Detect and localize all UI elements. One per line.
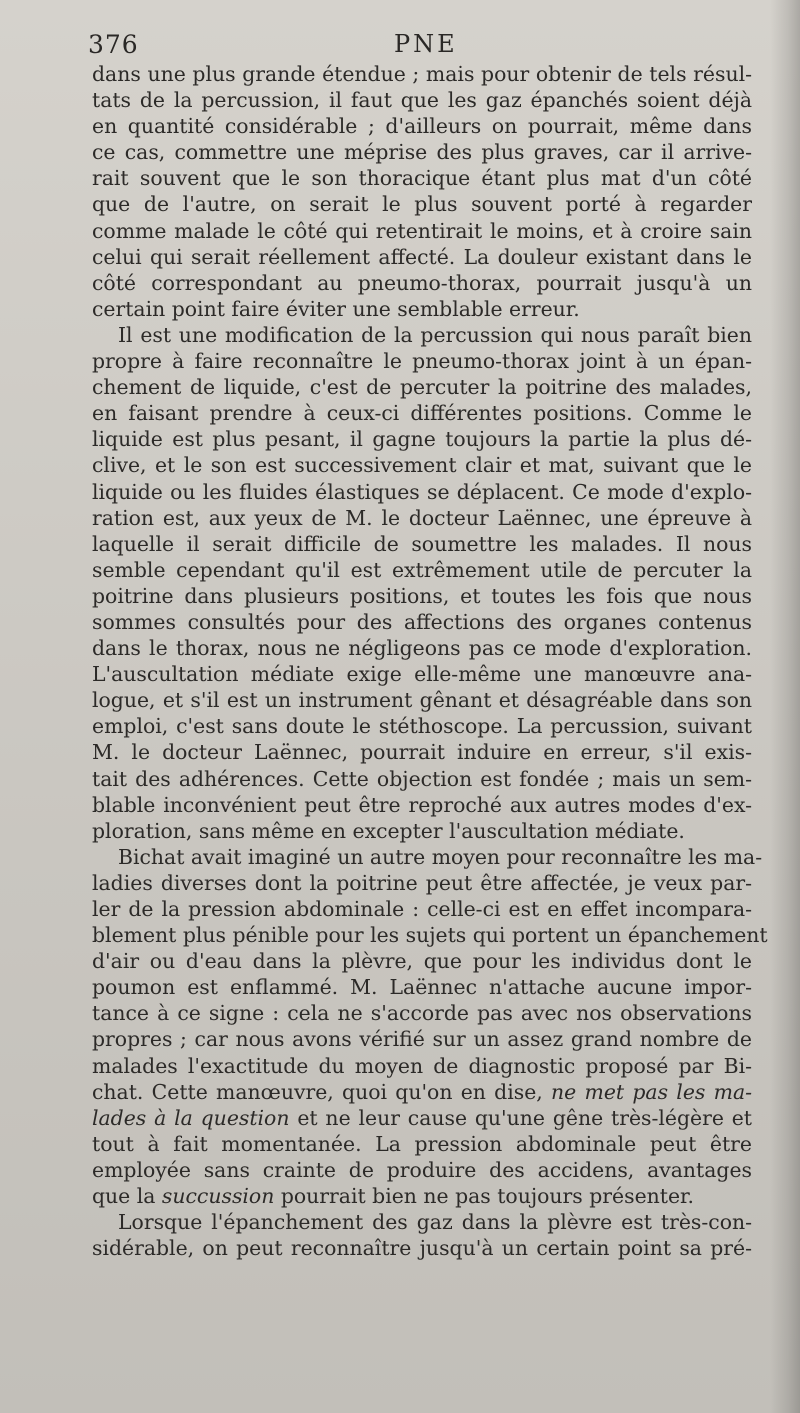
- text-line: celui qui serait réellement affecté. La douleur existant dans le: [92, 244, 752, 269]
- text-line: certain point faire éviter une semblable erreur.: [92, 296, 580, 321]
- body-text: [92, 61, 768, 1261]
- text-line: emploi, c'est sans doute le stéthoscope. La percussion, suivant: [92, 714, 752, 739]
- text-line: comme malade le côté qui retentirait le moins, et à croire sain: [92, 218, 752, 243]
- text-line: propre à faire reconnaître le pneumo-thorax joint à un épan-: [92, 349, 752, 374]
- text-line: blement plus pénible pour les sujets qui portent un épanchement: [92, 923, 768, 948]
- text-line: ler de la pression abdominale : celle-ci est en effet incompara-: [92, 897, 752, 921]
- text-line: Il est une modification de la percussion qui nous paraît bien: [118, 322, 752, 347]
- text-line: dans le thorax, nous ne négligeons pas ce mode d'exploration.: [92, 636, 752, 661]
- page-edge-shadow: [770, 0, 800, 1413]
- text-line: ladies diverses dont la poitrine peut être affectée, je veux par-: [92, 870, 752, 895]
- text-line: ce cas, commettre une méprise des plus graves, car il arrive-: [92, 140, 752, 165]
- text-line: chement de liquide, c'est de percuter la poitrine des malades,: [92, 375, 752, 400]
- text-line: liquide est plus pesant, il gagne toujours la partie la plus dé-: [92, 427, 752, 452]
- page-number: 376: [88, 30, 139, 59]
- text-line: dans une plus grande étendue ; mais pour obtenir de tels résul-: [92, 62, 752, 86]
- text-line: poumon est enflammé. M. Laënnec n'attache aucune impor-: [92, 975, 752, 1000]
- text-line: lades à la question et ne leur cause qu'une gêne très-légère et: [92, 1105, 752, 1130]
- text-line: en quantité considérable ; d'ailleurs on pourrait, même dans: [92, 114, 752, 139]
- text-line: ploration, sans même en excepter l'auscultation médiate.: [92, 818, 685, 843]
- text-line: blable inconvénient peut être reproché aux autres modes d'ex-: [92, 792, 752, 817]
- text-line: sidérable, on peut reconnaître jusqu'à un certain point sa pré-: [92, 1236, 752, 1261]
- text-line: logue, et s'il est un instrument gênant et désagréable dans son: [92, 688, 752, 713]
- text-line: ration est, aux yeux de M. le docteur Laënnec, une épreuve à: [92, 505, 752, 530]
- text-line: liquide ou les fluides élastiques se déplacent. Ce mode d'explo-: [92, 479, 752, 504]
- text-line: tance à ce signe : cela ne s'accorde pas avec nos observations: [92, 1001, 752, 1026]
- text-line: Lorsque l'épanchement des gaz dans la plèvre est très-con-: [118, 1210, 752, 1235]
- text-line: rait souvent que le son thoracique étant plus mat d'un côté: [92, 166, 752, 191]
- text-line: propres ; car nous avons vérifié sur un assez grand nombre de: [92, 1027, 752, 1052]
- text-line: clive, et le son est successivement clair et mat, suivant que le: [92, 453, 752, 478]
- text-line: que de l'autre, on serait le plus souvent porté à regarder: [92, 192, 752, 217]
- text-line: laquelle il serait difficile de soumettre les malades. Il nous: [92, 531, 752, 556]
- text-line: d'air ou d'eau dans la plèvre, que pour les individus dont le: [92, 949, 752, 974]
- text-line: tait des adhérences. Cette objection est fondée ; mais un sem-: [92, 766, 752, 791]
- text-line: L'auscultation médiate exige elle-même une manœuvre ana-: [92, 662, 752, 687]
- running-head: PNE: [394, 30, 458, 58]
- text-line: sommes consultés pour des affections des organes contenus: [92, 609, 752, 634]
- text-line: employée sans crainte de produire des accidens, avantages: [92, 1157, 752, 1182]
- text-line: malades l'exactitude du moyen de diagnostic proposé par Bi-: [92, 1053, 752, 1078]
- text-line: M. le docteur Laënnec, pourrait induire en erreur, s'il exis-: [92, 740, 752, 765]
- text-line: tats de la percussion, il faut que les gaz épanchés soient déjà: [92, 88, 752, 113]
- text-line: Bichat avait imaginé un autre moyen pour reconnaître les ma-: [118, 844, 763, 869]
- text-line: côté correspondant au pneumo-thorax, pourrait jusqu'à un: [92, 270, 752, 295]
- text-line: tout à fait momentanée. La pression abdominale peut être: [92, 1131, 752, 1156]
- text-line: poitrine dans plusieurs positions, et toutes les fois que nous: [92, 583, 752, 608]
- text-line: chat. Cette manœuvre, quoi qu'on en dise, ne met pas les ma-: [92, 1079, 752, 1104]
- text-line: en faisant prendre à ceux-ci différentes positions. Comme le: [92, 401, 752, 426]
- text-line: semble cependant qu'il est extrêmement utile de percuter la: [92, 557, 752, 582]
- text-line: que la succussion pourrait bien ne pas toujours présenter.: [92, 1184, 695, 1209]
